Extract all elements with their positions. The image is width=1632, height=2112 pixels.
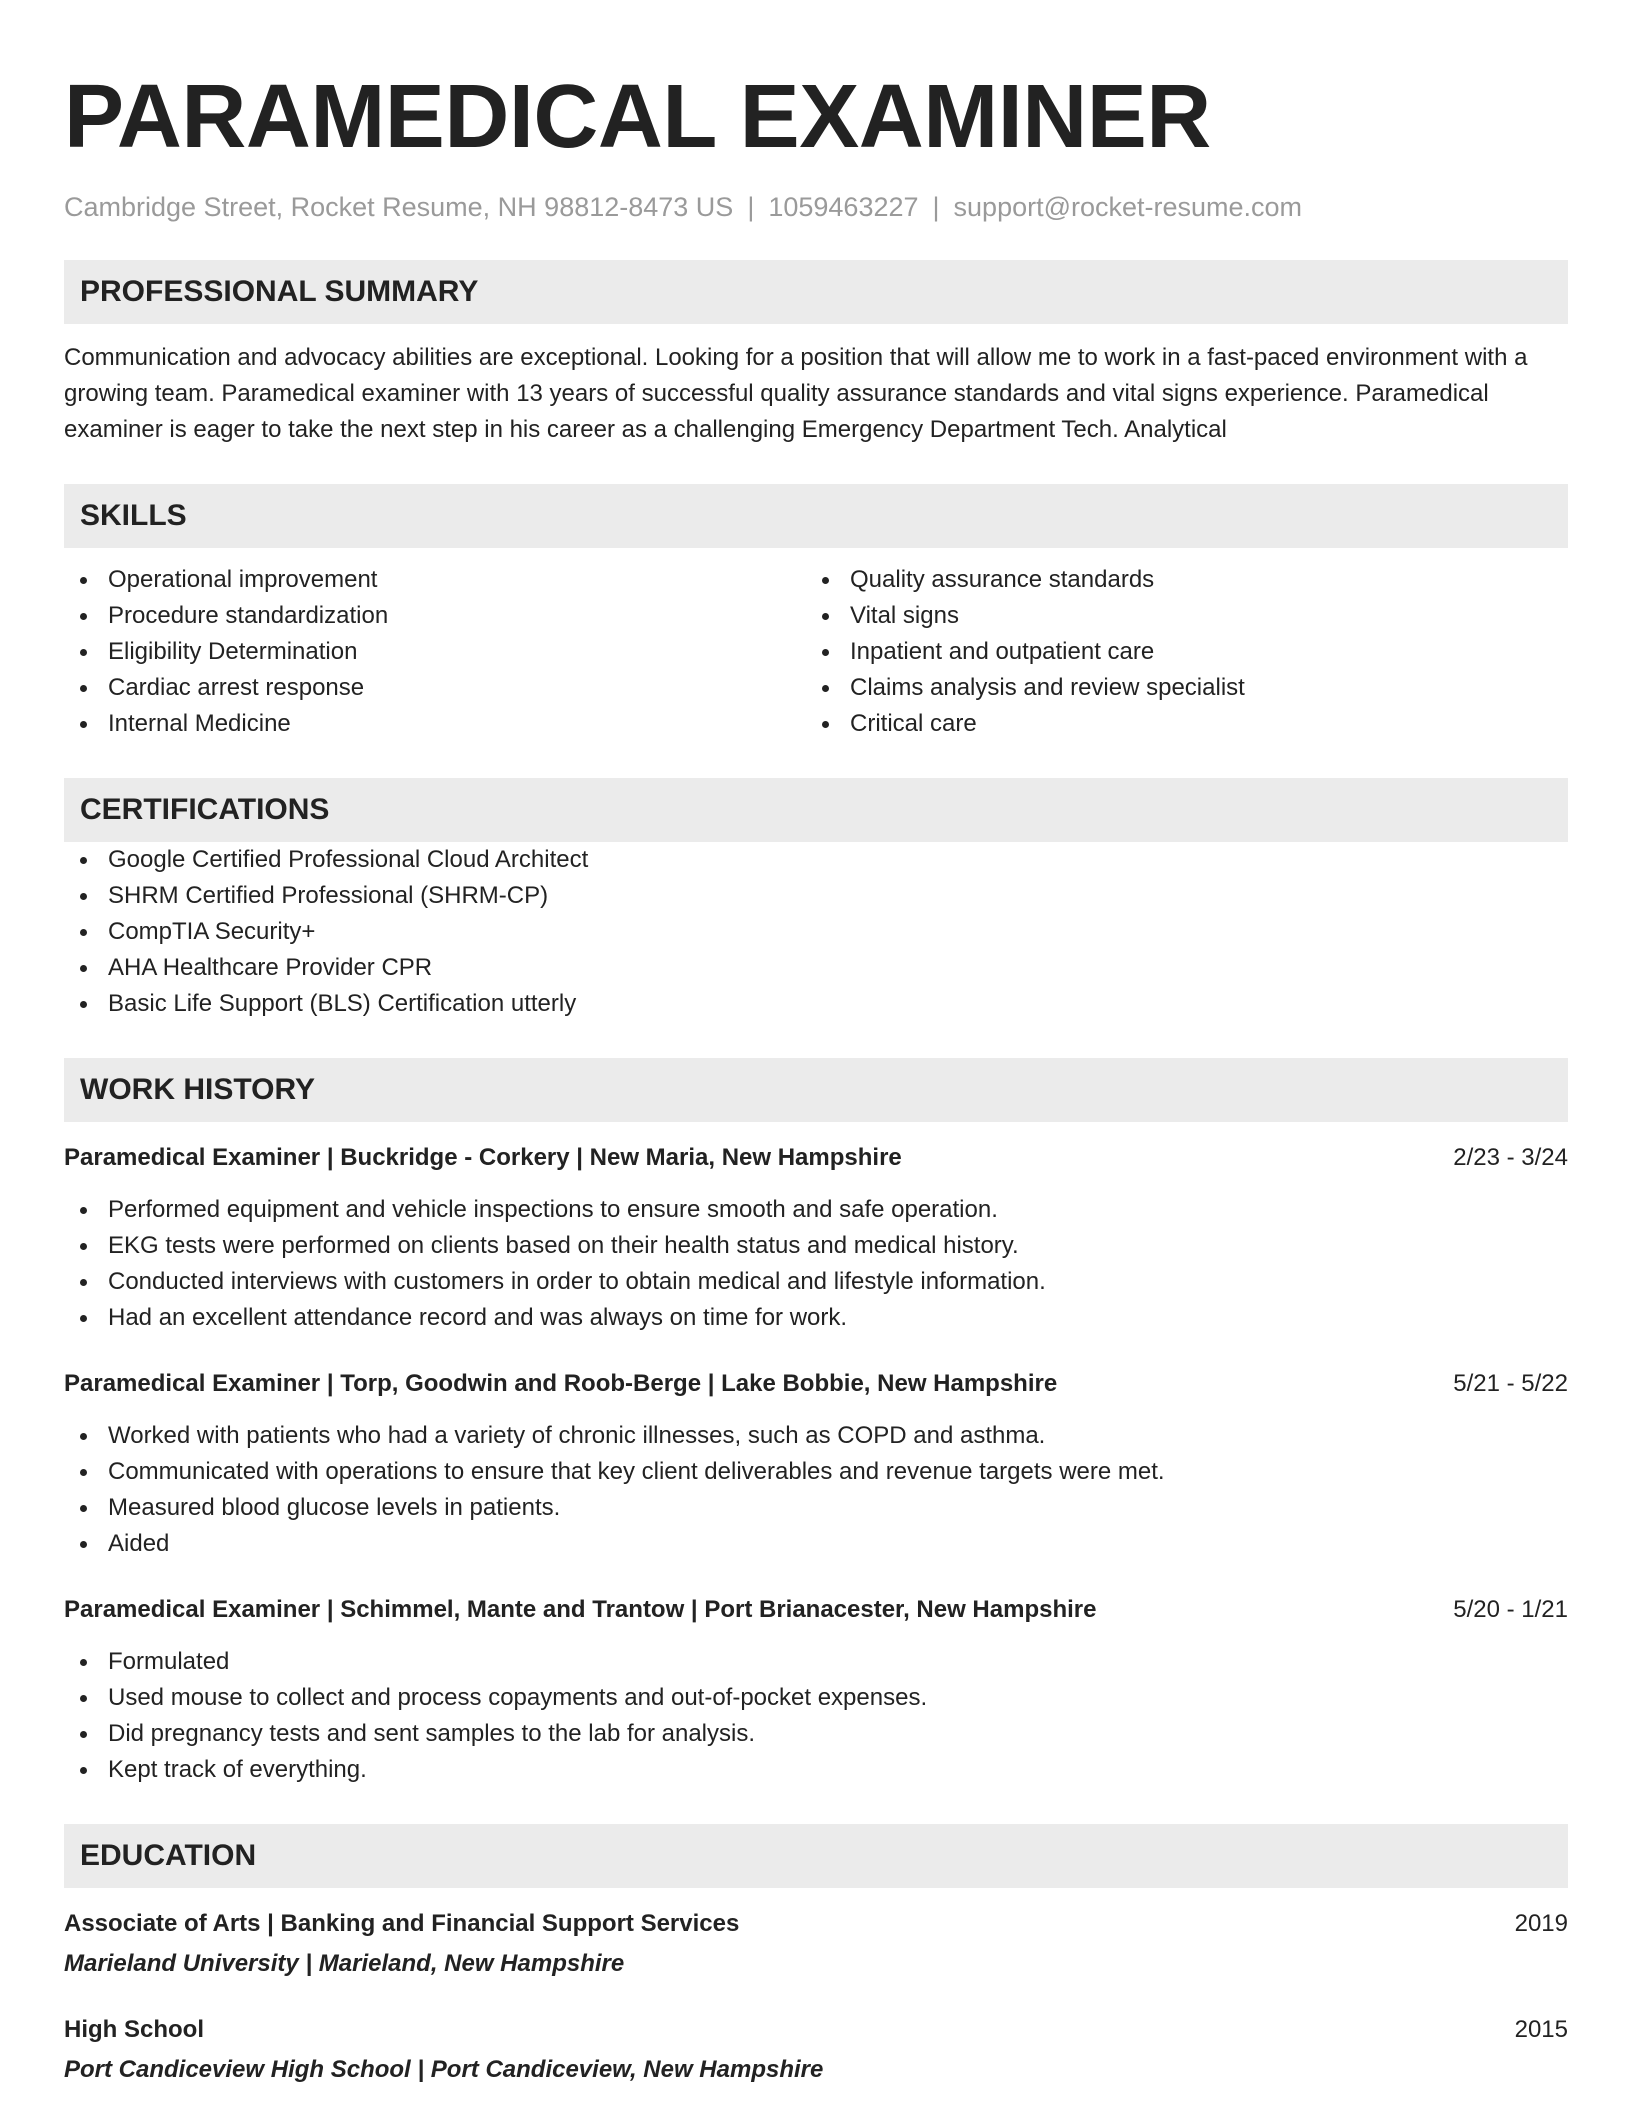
graduation-year: 2019	[1514, 1910, 1568, 1937]
skill-item: Claims analysis and review specialist	[806, 670, 1548, 706]
contact-email[interactable]: support@rocket-resume.com	[953, 192, 1303, 222]
school-name: Port Candiceview High School | Port Candiceview, New Hampshire	[64, 2056, 824, 2083]
certification-item: CompTIA Security+	[64, 914, 1568, 950]
job-bullet: Did pregnancy tests and sent samples to the lab for analysis.	[64, 1716, 1568, 1752]
contact-separator: |	[747, 192, 755, 222]
job-bullet: Aided	[64, 1526, 1568, 1562]
job-bullet: EKG tests were performed on clients based on their health status and medical history.	[64, 1228, 1568, 1264]
certifications-heading: CERTIFICATIONS	[64, 778, 1568, 842]
skill-item: Vital signs	[806, 598, 1548, 634]
candidate-name: PARAMEDICAL EXAMINER	[64, 67, 1211, 167]
job-bullets	[64, 1418, 1568, 1562]
certification-item: Google Certified Professional Cloud Architect	[64, 842, 1568, 878]
job-entry	[64, 1592, 1568, 1788]
job-dates: 2/23 - 3/24	[1453, 1144, 1568, 1171]
skill-item: Quality assurance standards	[806, 562, 1548, 598]
education-heading: EDUCATION	[64, 1824, 1568, 1888]
job-bullet: Worked with patients who had a variety of chronic illnesses, such as COPD and asthma.	[64, 1418, 1568, 1454]
job-entry	[64, 1366, 1568, 1562]
job-bullet: Conducted interviews with customers in order to obtain medical and lifestyle information.	[64, 1264, 1568, 1300]
job-bullet: Communicated with operations to ensure that key client deliverables and revenue targets were met.	[64, 1454, 1568, 1490]
certifications-list	[64, 842, 1568, 1022]
degree-title: Associate of Arts | Banking and Financial Support Services	[64, 1910, 740, 1937]
education-entry	[64, 1906, 1568, 1982]
job-bullet: Used mouse to collect and process copayments and out-of-pocket expenses.	[64, 1680, 1568, 1716]
skill-item: Procedure standardization	[64, 598, 806, 634]
degree-title: High School	[64, 2016, 204, 2043]
job-bullet: Measured blood glucose levels in patients.	[64, 1490, 1568, 1526]
skill-item: Internal Medicine	[64, 706, 806, 742]
job-bullet: Kept track of everything.	[64, 1752, 1568, 1788]
job-bullet: Had an excellent attendance record and was always on time for work.	[64, 1300, 1568, 1336]
job-header	[64, 1592, 1568, 1628]
certification-item: SHRM Certified Professional (SHRM-CP)	[64, 878, 1568, 914]
job-bullet: Performed equipment and vehicle inspections to ensure smooth and safe operation.	[64, 1192, 1568, 1228]
skills-column-left	[64, 562, 806, 742]
job-bullets	[64, 1192, 1568, 1336]
job-bullets	[64, 1644, 1568, 1788]
skills-column-right	[806, 562, 1548, 742]
contact-address: Cambridge Street, Rocket Resume, NH 98812-8473 US	[64, 192, 734, 222]
education-header	[64, 2012, 1568, 2048]
job-title: Paramedical Examiner | Buckridge - Corkery | New Maria, New Hampshire	[64, 1144, 902, 1171]
summary-heading: PROFESSIONAL SUMMARY	[64, 260, 1568, 324]
job-title: Paramedical Examiner | Schimmel, Mante and Trantow | Port Brianacester, New Hampshire	[64, 1596, 1097, 1623]
certification-item: Basic Life Support (BLS) Certification utterly	[64, 986, 1568, 1022]
skill-item: Inpatient and outpatient care	[806, 634, 1548, 670]
skill-item: Operational improvement	[64, 562, 806, 598]
job-entry	[64, 1140, 1568, 1336]
certification-item: AHA Healthcare Provider CPR	[64, 950, 1568, 986]
summary-text: Communication and advocacy abilities are exceptional. Looking for a position that will allow me to work in a fast-paced environment with a growing team. Paramedical examiner with 13 years of successful quality assurance standards and vital signs experience. Paramedical examiner is eager to take the next step in his career as a challenging Emergency Department Tech. Analytical	[64, 344, 1528, 443]
skills-heading: SKILLS	[64, 484, 1568, 548]
job-header	[64, 1366, 1568, 1402]
contact-line	[64, 190, 1568, 224]
skill-item: Eligibility Determination	[64, 634, 806, 670]
skill-item: Cardiac arrest response	[64, 670, 806, 706]
education-header	[64, 1906, 1568, 1942]
job-header	[64, 1140, 1568, 1176]
skill-item: Critical care	[806, 706, 1548, 742]
skills-list	[64, 562, 1568, 742]
education-entry	[64, 2012, 1568, 2088]
contact-separator: |	[932, 192, 940, 222]
job-dates: 5/21 - 5/22	[1453, 1370, 1568, 1397]
school-name: Marieland University | Marieland, New Hampshire	[64, 1950, 625, 1977]
graduation-year: 2015	[1514, 2016, 1568, 2043]
work-history-heading: WORK HISTORY	[64, 1058, 1568, 1122]
job-dates: 5/20 - 1/21	[1453, 1596, 1568, 1623]
job-bullet: Formulated	[64, 1644, 1568, 1680]
job-title: Paramedical Examiner | Torp, Goodwin and Roob-Berge | Lake Bobbie, New Hampshire	[64, 1370, 1058, 1397]
contact-phone[interactable]: 1059463227	[768, 192, 919, 222]
